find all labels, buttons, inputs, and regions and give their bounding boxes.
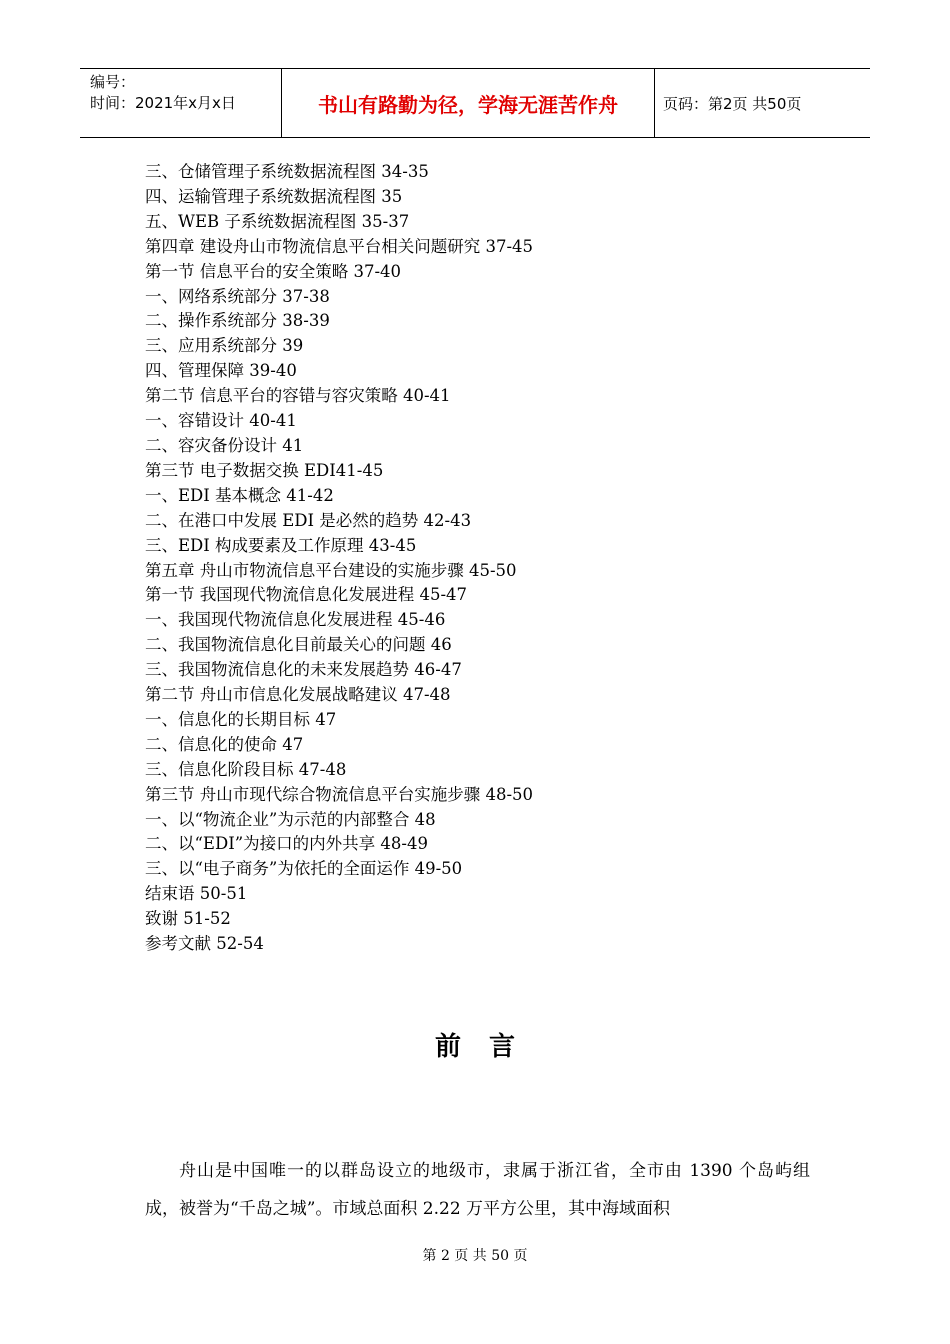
toc-entry: 二、操作系统部分 38-39 bbox=[145, 311, 330, 331]
toc-entry: 第四章 建设舟山市物流信息平台相关问题研究 37-45 bbox=[145, 236, 534, 256]
toc-entry: 第三节 电子数据交换 EDI41-45 bbox=[145, 460, 384, 480]
number-label: 编号： bbox=[90, 73, 136, 91]
page-footer: 第 2 页 共 50 页 bbox=[422, 1248, 528, 1264]
section-title: 前言 bbox=[434, 1032, 543, 1062]
toc-entry: 三、EDI 构成要素及工作原理 43-45 bbox=[145, 535, 417, 555]
header-meta bbox=[80, 69, 282, 137]
toc-entry: 二、在港口中发展 EDI 是必然的趋势 42-43 bbox=[145, 510, 472, 530]
toc-entry: 一、EDI 基本概念 41-42 bbox=[145, 485, 334, 505]
toc-entry: 第一节 信息平台的安全策略 37-40 bbox=[145, 261, 402, 281]
toc-entry: 二、我国物流信息化目前最关心的问题 46 bbox=[145, 635, 452, 655]
toc-entry: 五、WEB 子系统数据流程图 35-37 bbox=[145, 211, 410, 231]
toc-entry: 三、仓储管理子系统数据流程图 34-35 bbox=[145, 162, 429, 181]
date-label: 时间：2021年x月x日 bbox=[90, 94, 236, 112]
toc-entry: 致谢 51-52 bbox=[145, 909, 231, 929]
toc-entry: 第二节 信息平台的容错与容灾策略 40-41 bbox=[145, 386, 451, 406]
toc-entry: 第三节 舟山市现代综合物流信息平台实施步骤 48-50 bbox=[145, 784, 534, 804]
toc-entry: 第二节 舟山市信息化发展战略建议 47-48 bbox=[145, 685, 451, 705]
toc-entry: 三、以“电子商务”为依托的全面运作 49-50 bbox=[145, 859, 463, 879]
toc-entry: 一、网络系统部分 37-38 bbox=[145, 286, 330, 306]
toc-entry: 三、应用系统部分 39 bbox=[145, 336, 304, 356]
toc-entry: 二、以“EDI”为接口的内外共享 48-49 bbox=[145, 834, 428, 854]
toc-entry: 二、容灾备份设计 41 bbox=[145, 435, 304, 455]
toc-entry: 一、容错设计 40-41 bbox=[145, 411, 297, 431]
table-of-contents bbox=[145, 160, 533, 957]
toc-entry: 四、管理保障 39-40 bbox=[145, 361, 297, 381]
toc-entry: 一、信息化的长期目标 47 bbox=[145, 709, 337, 729]
toc-entry: 三、我国物流信息化的未来发展趋势 46-47 bbox=[145, 660, 462, 680]
toc-entry: 四、运输管理子系统数据流程图 35 bbox=[145, 186, 403, 206]
toc-entry: 二、信息化的使命 47 bbox=[145, 734, 304, 754]
toc-entry: 结束语 50-51 bbox=[145, 884, 248, 904]
toc-entry: 一、以“物流企业”为示范的内部整合 48 bbox=[145, 809, 436, 829]
toc-entry: 第一节 我国现代物流信息化发展进程 45-47 bbox=[145, 585, 468, 605]
header-motto: 书山有路勤为径，学海无涯苦作舟 bbox=[282, 69, 655, 137]
toc-entry: 一、我国现代物流信息化发展进程 45-46 bbox=[145, 610, 446, 630]
page-header bbox=[80, 68, 870, 138]
toc-entry: 三、信息化阶段目标 47-48 bbox=[145, 759, 347, 779]
body-paragraph: 舟山是中国唯一的以群岛设立的地级市，隶属于浙江省，全市由 1390 个岛屿组成，被誉为“千岛之城”。市域总面积 2.22 万平方公里，其中海域面积 bbox=[145, 1161, 810, 1219]
toc-entry: 参考文献 52-54 bbox=[145, 934, 264, 954]
toc-entry: 第五章 舟山市物流信息平台建设的实施步骤 45-50 bbox=[145, 560, 517, 580]
header-page-info: 页码：第2页 共50页 bbox=[663, 94, 802, 113]
